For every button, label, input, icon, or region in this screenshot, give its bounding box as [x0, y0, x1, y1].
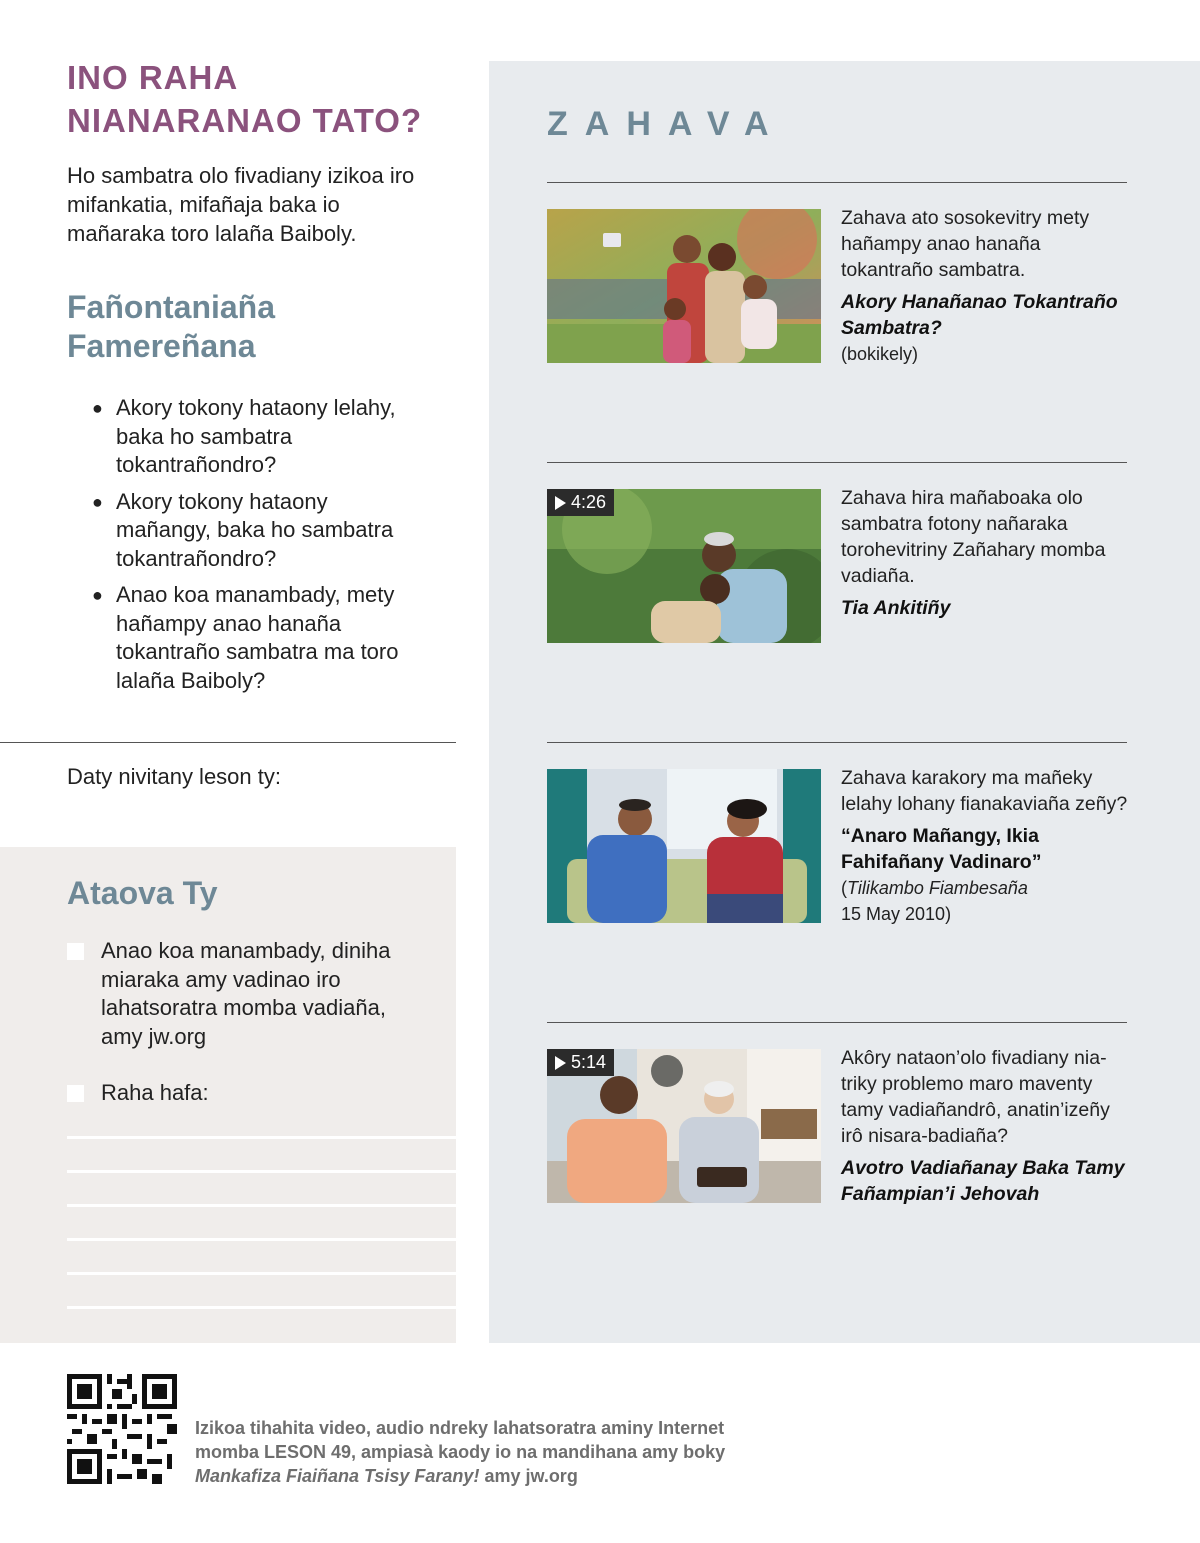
try-item-text: Raha hafa: — [101, 1080, 209, 1105]
video-duration-badge — [547, 1049, 614, 1076]
source-publication: Tilikambo Fiambesaña — [847, 878, 1028, 898]
card-reference-link[interactable]: Avotro Vadiañanay Baka Tamy Fañampian’i Jehovah — [841, 1157, 1125, 1205]
try-item-text: Anao koa manambady, diniha miaraka amy vadinao iro lahatsoratra momba vadiaña, amy jw.org — [101, 938, 391, 1049]
date-completed-label: Daty nivitany leson ty: — [67, 764, 281, 789]
source-open-paren: ( — [841, 878, 847, 898]
footer-line1: Izikoa tihahita video, audio ndreky lahatsoratra aminy Internet — [195, 1418, 725, 1438]
footer-site[interactable]: amy jw.org — [484, 1466, 578, 1486]
couple-conversation-photo[interactable] — [547, 769, 821, 923]
card-description: Zahava karakory ma mañeky lelahy lohany fianakaviaña zeñy? — [841, 767, 1128, 815]
checkbox-icon[interactable] — [67, 1085, 84, 1102]
review-title-line1: Fañontaniaña — [67, 289, 276, 325]
review-question-text: Anao koa manambady, mety hañampy anao hanaña tokantraño sambatra ma toro lalaña Baiboly? — [116, 582, 399, 693]
review-question-text: Akory tokony hataony mañangy, baka ho sambatra tokantrañondro? — [116, 488, 394, 571]
card-text — [841, 765, 1131, 927]
section-rule — [547, 462, 1127, 463]
try-this-title: Ataova Ty — [67, 875, 218, 911]
section-rule — [547, 742, 1127, 743]
video-duration-badge — [547, 489, 614, 516]
review-title — [67, 288, 427, 366]
card-description: Akôry nataon’olo fivadiany nia-triky problemo maro maventy tamy vadiañandrô, anatin’izeñy irô nisara-badiaña? — [841, 1047, 1110, 1147]
bullet-icon: ● — [92, 398, 103, 418]
card-reference-source — [841, 875, 1131, 927]
section-rule — [547, 182, 1127, 183]
review-question — [92, 581, 422, 695]
write-in-line[interactable] — [67, 1238, 456, 1241]
qr-code[interactable] — [67, 1374, 177, 1484]
explore-panel — [489, 61, 1200, 1343]
card-reference-link[interactable]: “Anaro Mañangy, Ikia Fahifañany Vadinaro” — [841, 825, 1042, 873]
write-in-line[interactable] — [67, 1204, 456, 1207]
bullet-icon: ● — [92, 491, 103, 512]
left-divider — [0, 742, 456, 743]
play-icon — [555, 1056, 566, 1070]
card-reference-link[interactable]: Tia Ankitiñy — [841, 597, 951, 619]
try-item-discuss — [67, 937, 417, 1051]
video-duration: 4:26 — [571, 492, 607, 512]
section-rule — [547, 1022, 1127, 1023]
review-question — [92, 488, 422, 574]
footer-book-title: Mankafiza Fiaiñana Tsisy Farany! — [195, 1466, 480, 1486]
review-question — [92, 394, 422, 480]
card-text — [841, 485, 1131, 621]
write-in-line[interactable] — [67, 1170, 456, 1173]
source-date: 15 May 2010) — [841, 904, 952, 924]
footer-note — [195, 1416, 755, 1488]
family-selfie-photo[interactable] — [547, 209, 821, 363]
footer-line2: momba LESON 49, ampiasà kaody io na mandihana amy boky — [195, 1442, 726, 1462]
summary-text: Ho sambatra olo fivadiany izikoa iro mifankatia, mifañaja baka io mañaraka toro lalaña Baiboly. — [67, 163, 415, 246]
review-question-list — [92, 394, 422, 703]
card-description: Zahava ato sosokevitry mety hañampy anao hanaña tokantraño sambatra. — [841, 207, 1090, 281]
older-couple-video-thumbnail[interactable] — [547, 489, 821, 643]
summary-title — [67, 56, 467, 142]
write-in-line[interactable] — [67, 1306, 456, 1309]
write-in-line[interactable] — [67, 1136, 456, 1139]
play-icon — [555, 496, 566, 510]
couple-reading-video-thumbnail[interactable] — [547, 1049, 821, 1203]
review-question-text: Akory tokony hataony lelahy, baka ho sambatra tokantrañondro? — [116, 395, 396, 477]
review-title-line2: Famereñana — [67, 328, 256, 364]
bullet-icon: ● — [92, 585, 103, 605]
card-text — [841, 205, 1131, 367]
card-reference-type: (bokikely) — [841, 344, 919, 364]
card-reference-link[interactable]: Akory Hanañanao Tokantraño Sambatra? — [841, 291, 1118, 339]
write-in-line[interactable] — [67, 1272, 456, 1275]
summary-title-line1: INO RAHA — [67, 59, 239, 96]
video-duration: 5:14 — [571, 1052, 607, 1072]
explore-title: ZAHAVA — [547, 105, 786, 143]
card-text — [841, 1045, 1131, 1207]
try-this-panel — [0, 847, 456, 1343]
checkbox-icon[interactable] — [67, 943, 84, 960]
try-item-other — [67, 1079, 417, 1108]
summary-title-line2: NIANARANAO TATO? — [67, 102, 423, 139]
card-description: Zahava hira mañaboaka olo sambatra fotony nañaraka torohevitriny Zañahary momba vadiaña. — [841, 487, 1106, 587]
